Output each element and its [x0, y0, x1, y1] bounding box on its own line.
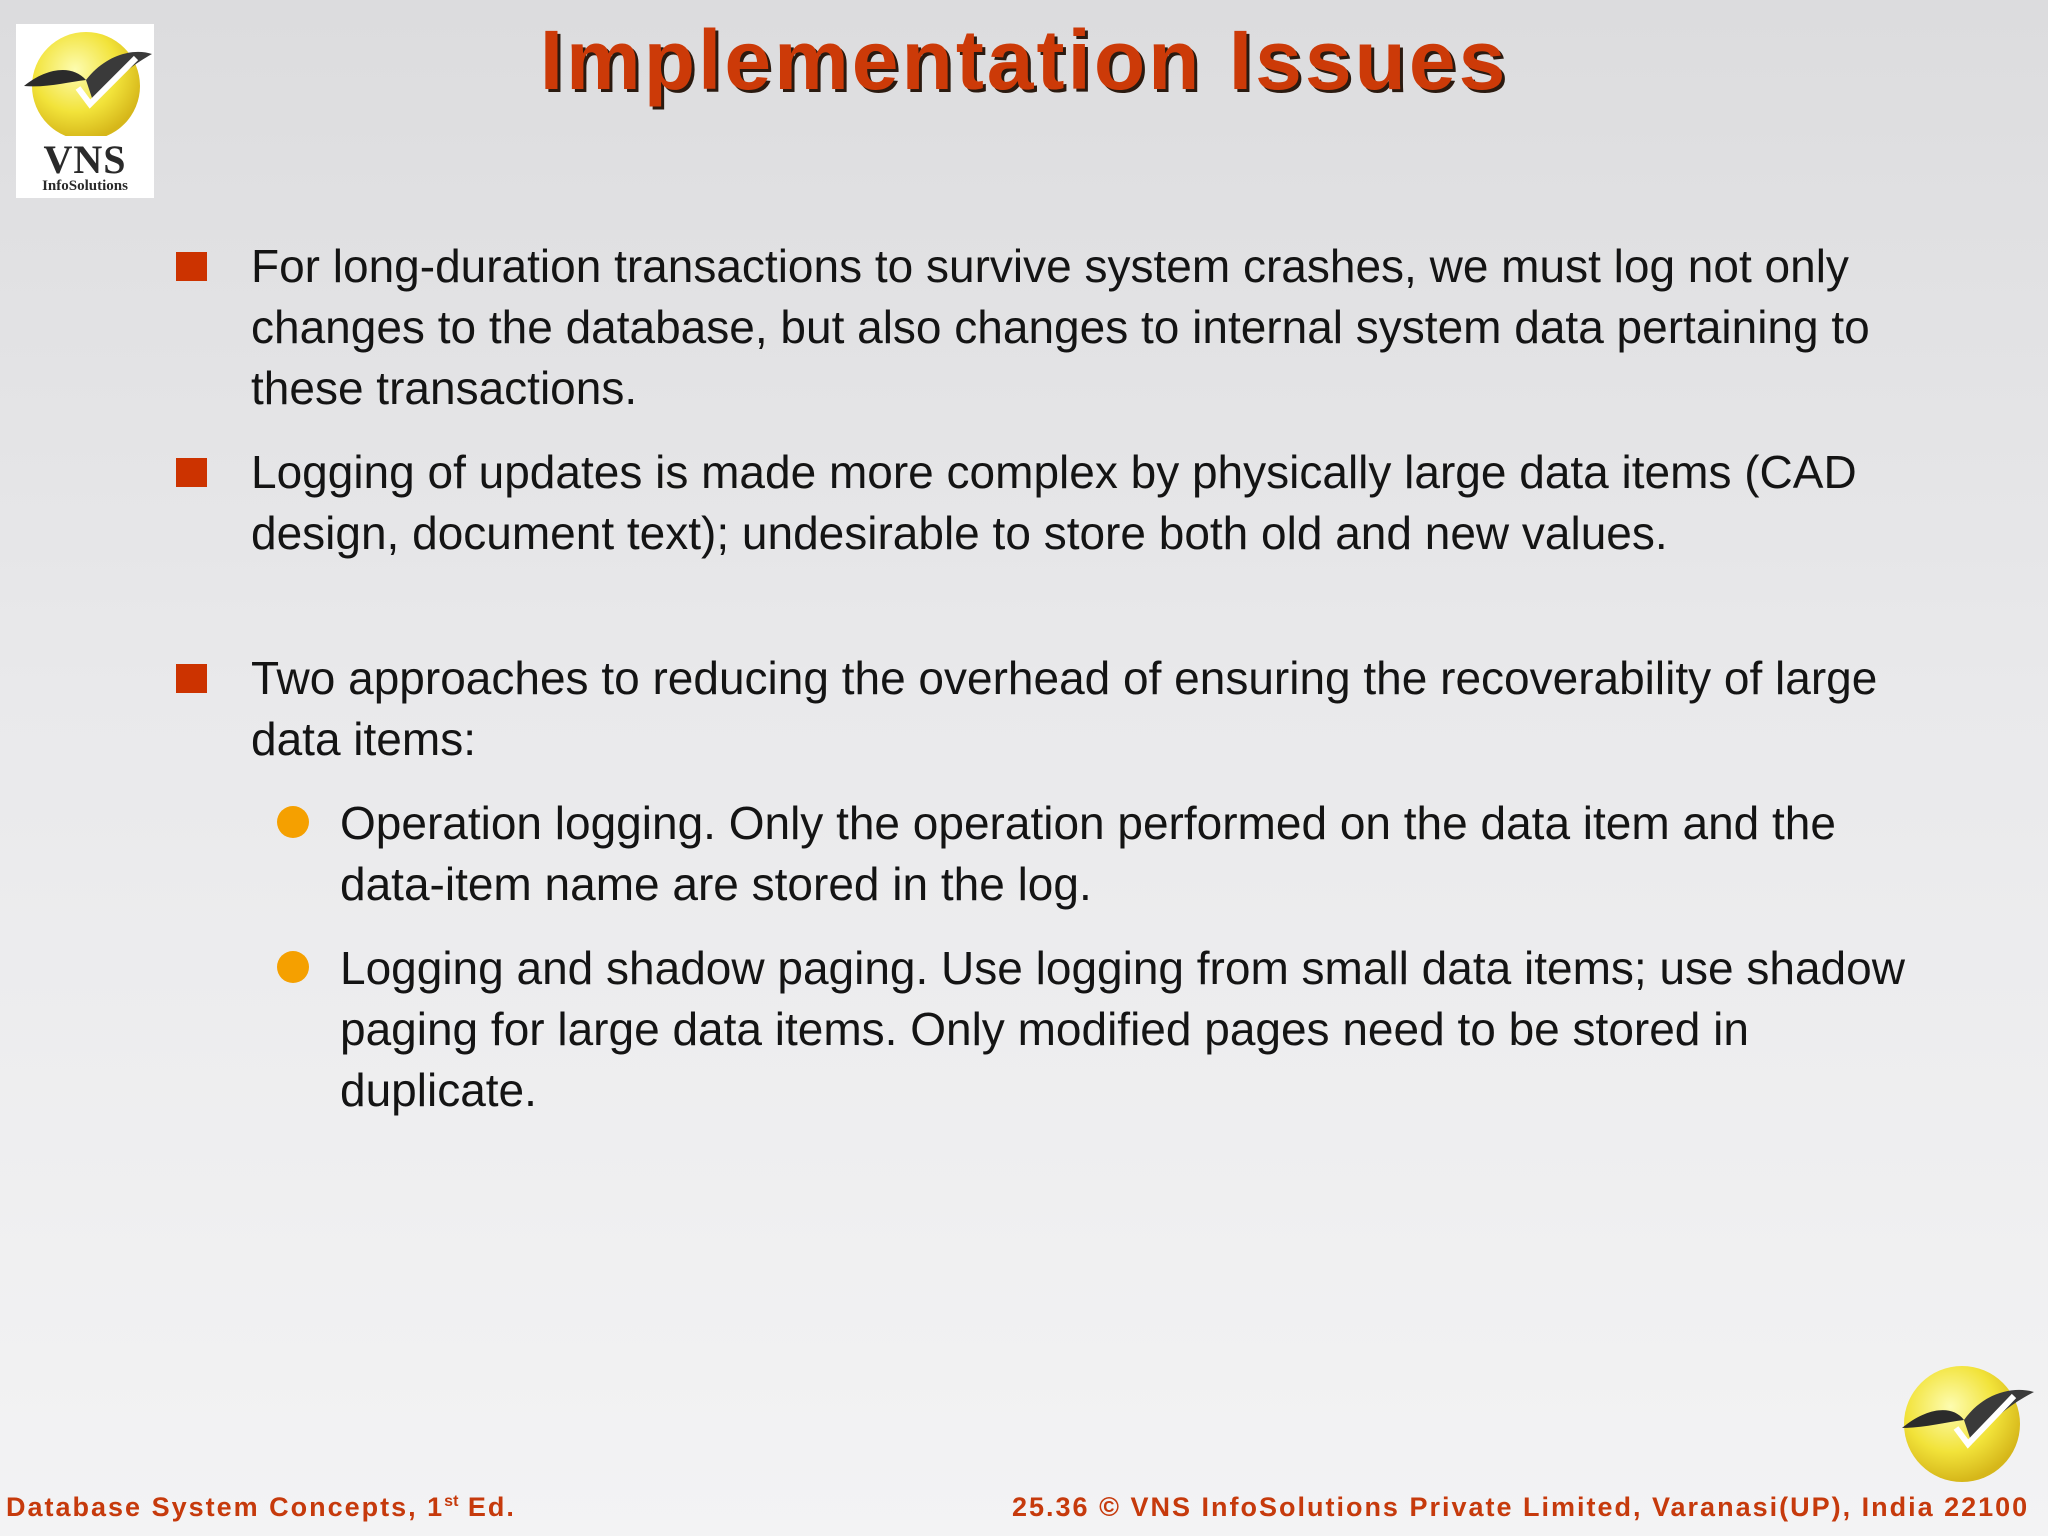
bullet-1: For long-duration transactions to survive system crashes, we must log not only changes to the database, but also changes to internal system data pertaining to these transactions. [251, 240, 1870, 414]
bullet-2: Logging of updates is made more complex by physically large data items (CAD design, document text); undesirable to store both old and new values. [251, 446, 1857, 559]
logo-subtitle: InfoSolutions [42, 178, 128, 194]
bullet-square-icon [176, 252, 207, 281]
sub-bullet-dot-icon [277, 951, 309, 983]
bullet-3: Two approaches to reducing the overhead of ensuring the recoverability of large data items: [251, 652, 1878, 765]
logo-name: VNS [43, 137, 127, 182]
logo-emblem-icon [1896, 1358, 2036, 1486]
footer-book-title: Database System Concepts, 1st Ed. [6, 1492, 516, 1522]
bullet-square-icon [176, 664, 207, 693]
slide-title: Implementation Issues [539, 13, 1509, 107]
sub-bullet-dot-icon [277, 806, 309, 838]
bullet-square-icon [176, 458, 207, 487]
footer-slide-info: 25.36 © VNS InfoSolutions Private Limited, Varanasi(UP), India 22100 [1012, 1492, 2030, 1522]
footer-logo [1896, 1358, 2036, 1486]
sub-bullet-1: Operation logging. Only the operation performed on the data item and the data-item name are stored in the log. [340, 797, 1836, 910]
sub-bullet-2: Logging and shadow paging. Use logging from small data items; use shadow paging for large data items. Only modified pages need to be stored in duplicate. [340, 942, 1905, 1116]
